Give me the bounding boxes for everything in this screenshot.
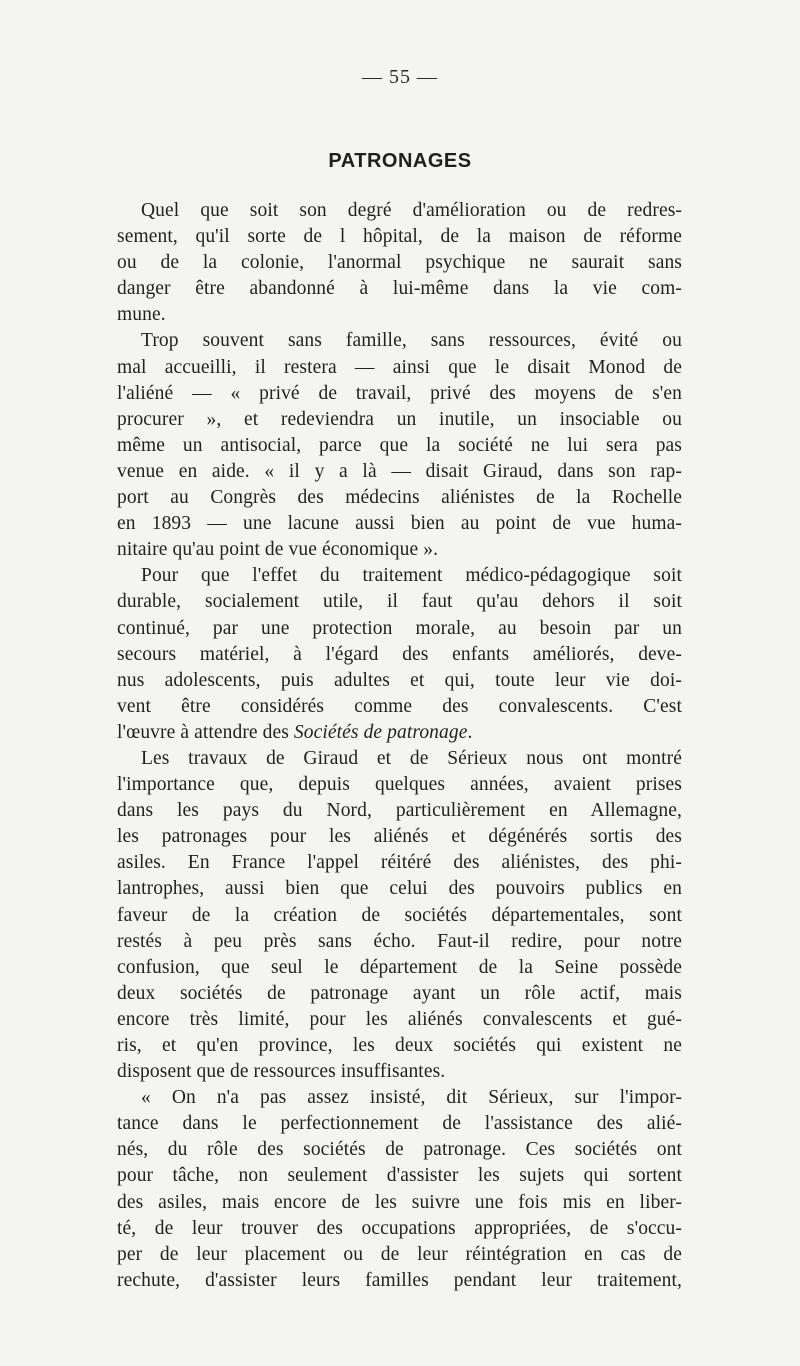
text-line: lantrophes, aussi bien que celui des pouvoirs publics en — [117, 878, 682, 900]
text-line: vent être considérés comme des convalescents. C'est — [117, 695, 682, 717]
text-line: pour tâche, non seulement d'assister les sujets qui sortent — [117, 1165, 682, 1187]
text-line: durable, socialement utile, il faut qu'au dehors il soit — [117, 591, 682, 613]
text-line: faveur de la création de sociétés départementales, sont — [117, 904, 682, 926]
text-line: en 1893 — une lacune aussi bien au point de vue huma- — [117, 513, 682, 535]
text-line: Quel que soit son degré d'amélioration ou de redres- — [141, 200, 682, 221]
text-line: restés à peu près sans écho. Faut-il redire, pour notre — [117, 930, 682, 952]
text-line: l'œuvre à attendre des Sociétés de patronage. — [117, 721, 473, 743]
text-line: nitaire qu'au point de vue économique ». — [117, 539, 439, 561]
text-line: l'aliéné — « privé de travail, privé des moyens de s'en — [117, 382, 682, 404]
text-line: des asiles, mais encore de les suivre une fois mis en liber- — [117, 1191, 682, 1213]
text-line: Pour que l'effet du traitement médico-pédagogique soit — [141, 565, 682, 587]
text-line: tance dans le perfectionnement de l'assistance des alié- — [117, 1113, 682, 1135]
text-line: même un antisocial, parce que la société ne lui sera pas — [117, 434, 682, 456]
text-line: venue en aide. « il y a là — disait Giraud, dans son rap- — [117, 460, 682, 482]
text-line: port au Congrès des médecins aliénistes de la Rochelle — [117, 487, 682, 509]
text-line: confusion, que seul le département de la Seine possède — [117, 956, 682, 978]
text-line: sement, qu'il sorte de l hôpital, de la maison de réforme — [117, 226, 682, 248]
text-line: dans les pays du Nord, particulièrement en Allemagne, — [117, 800, 682, 822]
text-line: té, de leur trouver des occupations appropriées, de s'occu- — [117, 1217, 682, 1239]
text-line: mune. — [117, 304, 166, 326]
text-line: nus adolescents, puis adultes et qui, toute leur vie doi- — [117, 669, 682, 691]
text-line: procurer », et redeviendra un inutile, un insociable ou — [117, 408, 682, 430]
italic-term: Sociétés de patronage — [293, 721, 468, 743]
text-line: nés, du rôle des sociétés de patronage. Ces sociétés ont — [117, 1139, 682, 1161]
text-line: asiles. En France l'appel réitéré des aliénistes, des phi- — [117, 852, 682, 874]
text-line: encore très limité, pour les aliénés convalescents et gué- — [117, 1008, 682, 1030]
text-line: « On n'a pas assez insisté, dit Sérieux, sur l'impor- — [141, 1087, 682, 1109]
text-line: ris, et qu'en province, les deux sociétés qui existent ne — [117, 1035, 682, 1056]
text-line: secours matériel, à l'égard des enfants améliorés, deve- — [117, 643, 682, 665]
text-line: Trop souvent sans famille, sans ressources, évité ou — [141, 330, 682, 352]
body-text — [117, 198, 682, 1294]
text-line: Les travaux de Giraud et de Sérieux nous ont montré — [141, 747, 682, 769]
text-line: mal accueilli, il restera — ainsi que le disait Monod de — [117, 356, 682, 378]
text-line: continué, par une protection morale, au besoin par un — [117, 617, 682, 639]
text-line: deux sociétés de patronage ayant un rôle actif, mais — [117, 982, 682, 1004]
text-line: ou de la colonie, l'anormal psychique ne saurait sans — [117, 252, 682, 274]
text-line: danger être abandonné à lui-même dans la vie com- — [117, 278, 682, 300]
text-line: rechute, d'assister leurs familles pendant leur traitement, — [117, 1269, 682, 1291]
text-line: disposent que de ressources insuffisantes. — [117, 1061, 446, 1083]
text-line: l'importance que, depuis quelques années, avaient prises — [117, 774, 682, 796]
page-number: — 55 — — [362, 66, 438, 88]
text-line: les patronages pour les aliénés et dégénérés sortis des — [117, 826, 682, 848]
text-line: per de leur placement ou de leur réintégration en cas de — [117, 1243, 682, 1265]
section-heading: PATRONAGES — [328, 150, 472, 172]
